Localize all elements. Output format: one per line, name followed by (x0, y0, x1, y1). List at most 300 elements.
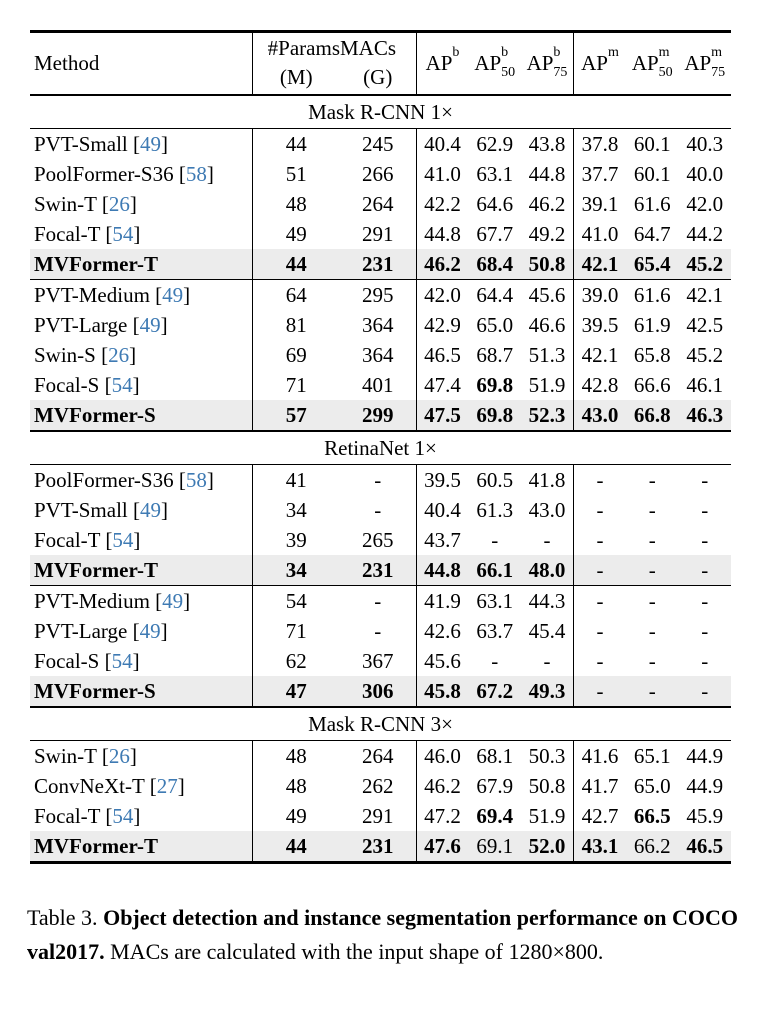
table-header (30, 32, 731, 95)
apb50-cell: 69.4 (476, 803, 514, 828)
table-body (30, 95, 731, 863)
macs-cell: 262 (340, 771, 416, 801)
col-header-params (252, 32, 340, 95)
apb-cell: 42.2 (424, 191, 461, 216)
apb-cell: 45.8 (416, 676, 469, 707)
header-row (30, 32, 731, 95)
apm-cell: - (596, 527, 604, 552)
apb-cell: 41.0 (424, 161, 461, 186)
apm-sup: m (607, 45, 619, 61)
table-row (30, 340, 731, 370)
method-name: Focal-S (34, 648, 100, 673)
results-table (30, 30, 731, 864)
apm75-base: AP (684, 50, 712, 75)
method-cell: Focal-T [54] (30, 525, 252, 555)
apm75-cell: 42.0 (686, 191, 724, 216)
table-row (30, 370, 731, 400)
apb75-cell: - (521, 646, 574, 676)
method-name: MVFormer-T (34, 251, 158, 276)
table-row (30, 555, 731, 586)
apb-cell: 45.6 (424, 648, 461, 673)
apm75-cell: 40.0 (686, 161, 724, 186)
macs-cell: - (340, 495, 416, 525)
apb75-cell: 46.6 (521, 310, 574, 340)
apb75-cell: 49.3 (521, 676, 574, 707)
params-cell: 44 (285, 131, 307, 156)
params-cell: 44 (252, 249, 340, 280)
section-title: RetinaNet 1× (30, 431, 731, 465)
macs-cell: 231 (340, 831, 416, 863)
params-cell: 71 (285, 372, 307, 397)
method-name: Swin-T (34, 743, 97, 768)
apm75-cell: 42.1 (679, 279, 732, 310)
method-cell: Swin-T [26] (30, 740, 252, 771)
apm-cell: 39.5 (581, 312, 619, 337)
apm75-cell: - (679, 555, 732, 586)
macs-cell: - (340, 616, 416, 646)
apb50-cell: - (491, 527, 499, 552)
apm50-cell: - (648, 497, 656, 522)
apm-cell: - (596, 648, 604, 673)
apm50-cell: 66.6 (633, 372, 671, 397)
table-row (30, 646, 731, 676)
method-cell: PoolFormer-S36 [58] (30, 159, 252, 189)
citation-link[interactable]: 54 (111, 648, 133, 673)
apb50-cell: 61.3 (476, 497, 514, 522)
macs-cell: 295 (340, 279, 416, 310)
apb-cell: 40.4 (424, 497, 461, 522)
method-name: PVT-Large (34, 312, 128, 337)
apm75-cell: 45.2 (679, 249, 732, 280)
method-cell (30, 249, 252, 280)
apm-cell: 41.7 (581, 773, 619, 798)
apb50-cell: 63.1 (476, 161, 514, 186)
params-cell: 48 (285, 191, 307, 216)
method-name: PVT-Medium (34, 282, 150, 307)
apm75-cell: 45.2 (686, 342, 724, 367)
apb75-cell: 41.8 (521, 464, 574, 495)
apm50-cell: 61.6 (626, 279, 679, 310)
apb-cell: 42.0 (416, 279, 469, 310)
table-caption (27, 901, 738, 968)
method-name: Focal-T (34, 527, 101, 552)
params-cell: 47 (252, 676, 340, 707)
method-name: MVFormer-S (34, 402, 156, 427)
apb50-cell: - (491, 648, 499, 673)
apb50-cell: 66.1 (469, 555, 522, 586)
citation-link[interactable]: 49 (140, 497, 161, 522)
section-header-row (30, 707, 731, 741)
method-cell (30, 400, 252, 431)
params-cell: 49 (285, 221, 307, 246)
apb75-base: AP (526, 50, 554, 75)
params-cell: 39 (285, 527, 307, 552)
params-cell: 34 (252, 555, 340, 586)
col-header-apm (574, 32, 627, 95)
citation-link[interactable]: 26 (108, 191, 130, 216)
apb50-cell: 64.6 (476, 191, 514, 216)
apb50-cell: 60.5 (476, 467, 514, 492)
apb-cell: 47.4 (424, 372, 461, 397)
table-row (30, 159, 731, 189)
macs-cell: 401 (340, 370, 416, 400)
citation-link[interactable]: 54 (112, 527, 134, 552)
params-cell: 51 (285, 161, 307, 186)
apb50-cell: 67.9 (476, 773, 514, 798)
apm-cell: 41.0 (581, 221, 619, 246)
table-row (30, 189, 731, 219)
apb75-cell: 51.9 (521, 370, 574, 400)
apb-sup: b (452, 45, 460, 61)
apm50-cell: 66.8 (626, 400, 679, 431)
macs-cell: 291 (340, 801, 416, 831)
citation-link[interactable]: 27 (156, 773, 178, 798)
apm-cell: 42.7 (581, 803, 619, 828)
citation-link[interactable]: 54 (111, 372, 133, 397)
macs-cell: 291 (340, 219, 416, 249)
apm-cell: - (574, 676, 627, 707)
params-cell: 54 (252, 585, 340, 616)
method-cell: PVT-Large [49] (30, 310, 252, 340)
table-row (30, 310, 731, 340)
apb50-cell: 67.2 (469, 676, 522, 707)
method-name: PVT-Large (34, 618, 128, 643)
method-name: MVFormer-T (34, 833, 158, 858)
apm50-cell: 60.1 (633, 131, 671, 156)
apm-cell: 41.6 (581, 743, 619, 768)
apb50-cell: 69.8 (469, 400, 522, 431)
apm50-cell: - (648, 648, 656, 673)
apb-base: AP (425, 50, 453, 75)
method-cell: ConvNeXt-T [27] (30, 771, 252, 801)
apb75-cell: 48.0 (521, 555, 574, 586)
method-name: PVT-Small (34, 131, 128, 156)
apb75-cell: 43.8 (521, 128, 574, 159)
params-cell: 69 (285, 342, 307, 367)
apb50-cell: 68.1 (476, 743, 514, 768)
apb75-cell: 50.8 (521, 249, 574, 280)
apb-cell: 43.7 (424, 527, 461, 552)
apm50-cell: 66.5 (633, 803, 671, 828)
apb-cell: 42.9 (424, 312, 461, 337)
col-header-apb (416, 32, 469, 95)
apb50-cell: 69.1 (469, 831, 522, 863)
params-cell: 44 (252, 831, 340, 863)
method-cell: PVT-Medium [49] (30, 585, 252, 616)
params-cell: 81 (285, 312, 307, 337)
apm75-cell: - (679, 585, 732, 616)
apb-cell: 42.6 (424, 618, 461, 643)
citation-link[interactable]: 49 (139, 312, 161, 337)
table-row (30, 464, 731, 495)
apb75-cell: - (521, 525, 574, 555)
apb50-base: AP (474, 50, 502, 75)
macs-cell: 264 (340, 740, 416, 771)
col-header-apb75 (521, 32, 574, 95)
apm75-sub: 75 (711, 65, 726, 81)
apb-cell: 40.4 (424, 131, 461, 156)
apm50-cell: - (648, 467, 656, 492)
method-cell: PVT-Medium [49] (30, 279, 252, 310)
apb-cell: 46.0 (424, 743, 461, 768)
apm50-cell: 60.1 (633, 161, 671, 186)
method-name: Swin-S (34, 342, 96, 367)
citation-link[interactable]: 58 (185, 161, 207, 186)
citation-link[interactable]: 49 (139, 618, 161, 643)
table-row (30, 495, 731, 525)
params-cell: 64 (252, 279, 340, 310)
caption-bold-text: Object detection and instance segmentation performance on COCO val2017. (27, 905, 739, 964)
section-header-row (30, 431, 731, 465)
macs-cell: 231 (340, 249, 416, 280)
citation-link[interactable]: 54 (112, 803, 134, 828)
table-row (30, 831, 731, 863)
apm-cell: 37.8 (581, 131, 619, 156)
citation-link[interactable]: 49 (162, 282, 184, 307)
method-name: MVFormer-T (34, 557, 158, 582)
apm-cell: - (596, 497, 604, 522)
apm-cell: - (574, 585, 627, 616)
apb-cell: 46.2 (424, 773, 461, 798)
apb50-cell: 69.8 (476, 372, 514, 397)
method-cell: Focal-T [54] (30, 219, 252, 249)
apb50-cell: 68.4 (469, 249, 522, 280)
apm75-cell: - (701, 527, 709, 552)
apm50-cell: - (626, 585, 679, 616)
method-name: Focal-S (34, 372, 100, 397)
method-cell: PoolFormer-S36 [58] (30, 464, 252, 495)
apm75-cell: 46.1 (686, 372, 724, 397)
apm75-cell: - (701, 648, 709, 673)
apm-cell: 42.8 (581, 372, 619, 397)
macs-cell: 364 (340, 310, 416, 340)
apm-cell: 37.7 (581, 161, 619, 186)
apb-cell: 46.5 (424, 342, 461, 367)
citation-link[interactable]: 58 (185, 467, 207, 492)
macs-cell: 265 (340, 525, 416, 555)
apm50-cell: 66.2 (626, 831, 679, 863)
apm75-cell: 46.5 (679, 831, 732, 863)
method-name: Focal-T (34, 221, 101, 246)
macs-cell: - (340, 464, 416, 495)
method-cell: PVT-Large [49] (30, 616, 252, 646)
method-cell (30, 676, 252, 707)
apb-cell: 47.6 (416, 831, 469, 863)
params-cell: 48 (285, 773, 307, 798)
method-cell (30, 831, 252, 863)
apb50-sup: b (501, 45, 509, 61)
macs-cell: 266 (340, 159, 416, 189)
macs-cell: 306 (340, 676, 416, 707)
apb50-cell: 64.4 (469, 279, 522, 310)
apb75-cell: 51.9 (521, 801, 574, 831)
apm75-cell: 46.3 (679, 400, 732, 431)
citation-link[interactable]: 26 (108, 342, 130, 367)
citation-link[interactable]: 26 (108, 743, 130, 768)
table-row (30, 525, 731, 555)
apm50-cell: - (626, 555, 679, 586)
apb75-cell: 43.0 (521, 495, 574, 525)
apm75-cell: 40.3 (686, 131, 724, 156)
macs-cell: 264 (340, 189, 416, 219)
macs-cell: 364 (340, 340, 416, 370)
apm50-cell: 64.7 (633, 221, 671, 246)
method-cell: Focal-S [54] (30, 646, 252, 676)
apb75-cell: 50.8 (521, 771, 574, 801)
method-cell: Swin-T [26] (30, 189, 252, 219)
section-title: Mask R-CNN 3× (30, 707, 731, 741)
apm-cell: 39.1 (581, 191, 619, 216)
params-cell: 62 (285, 648, 307, 673)
apb75-cell: 50.3 (521, 740, 574, 771)
apb50-cell: 63.1 (469, 585, 522, 616)
apb50-cell: 63.7 (476, 618, 514, 643)
apm50-cell: 65.8 (633, 342, 671, 367)
apb50-cell: 62.9 (476, 131, 514, 156)
apm75-cell: - (701, 467, 709, 492)
apb-cell: 44.8 (424, 221, 461, 246)
apm75-cell: - (679, 676, 732, 707)
method-name: PoolFormer-S36 (34, 161, 174, 186)
method-cell: Swin-S [26] (30, 340, 252, 370)
apb-cell: 47.2 (424, 803, 461, 828)
apm75-cell: - (701, 497, 709, 522)
apb75-sub: 75 (553, 65, 568, 81)
params-cell: 57 (252, 400, 340, 431)
col-header-apm50 (626, 32, 679, 95)
apb75-cell: 46.2 (521, 189, 574, 219)
apm75-cell: 44.9 (686, 743, 724, 768)
macs-unit: (G) (363, 65, 393, 90)
table-row (30, 585, 731, 616)
table-row (30, 771, 731, 801)
apm50-cell: 61.9 (633, 312, 671, 337)
table-row (30, 400, 731, 431)
params-cell: 48 (285, 743, 307, 768)
apb-cell: 44.8 (416, 555, 469, 586)
method-name: PVT-Small (34, 497, 128, 522)
apb75-cell: 52.0 (521, 831, 574, 863)
section-header-row (30, 95, 731, 129)
apm50-cell: - (626, 676, 679, 707)
apm-cell: - (574, 555, 627, 586)
apm-cell: 43.1 (574, 831, 627, 863)
apm50-sup: m (658, 45, 670, 61)
apb75-cell: 51.3 (521, 340, 574, 370)
apb75-cell: 49.2 (521, 219, 574, 249)
table-row (30, 616, 731, 646)
macs-label: MACs (340, 36, 397, 61)
table-row (30, 219, 731, 249)
apb75-sup: b (553, 45, 561, 61)
apm50-cell: 65.1 (633, 743, 671, 768)
method-name: ConvNeXt-T (34, 773, 145, 798)
apm75-cell: 44.2 (686, 221, 724, 246)
apm50-sub: 50 (658, 65, 673, 81)
apm75-cell: 42.5 (686, 312, 724, 337)
table-row (30, 128, 731, 159)
citation-link[interactable]: 49 (162, 588, 184, 613)
table-row (30, 279, 731, 310)
apm50-base: AP (631, 50, 659, 75)
method-cell: PVT-Small [49] (30, 128, 252, 159)
apm75-cell: - (701, 618, 709, 643)
apb75-cell: 45.6 (521, 279, 574, 310)
params-unit: (M) (279, 65, 313, 90)
apm-cell: - (596, 618, 604, 643)
apm75-cell: 44.9 (686, 773, 724, 798)
col-header-method (30, 32, 252, 95)
macs-cell: 231 (340, 555, 416, 586)
apb75-cell: 45.4 (521, 616, 574, 646)
macs-cell: 299 (340, 400, 416, 431)
params-cell: 34 (285, 497, 307, 522)
apm-cell: 42.1 (581, 342, 619, 367)
table-row (30, 740, 731, 771)
apm-cell: 39.0 (574, 279, 627, 310)
apb50-cell: 67.7 (476, 221, 514, 246)
apb75-cell: 52.3 (521, 400, 574, 431)
method-name: PVT-Medium (34, 588, 150, 613)
apm-base: AP (581, 50, 608, 75)
apm-cell: 43.0 (574, 400, 627, 431)
apb-cell: 47.5 (416, 400, 469, 431)
params-cell: 71 (285, 618, 307, 643)
apm50-cell: - (648, 618, 656, 643)
table-row (30, 801, 731, 831)
method-cell: Focal-S [54] (30, 370, 252, 400)
apm-cell: - (596, 467, 604, 492)
apm50-cell: - (648, 527, 656, 552)
col-header-apb50 (469, 32, 522, 95)
method-name: PoolFormer-S36 (34, 467, 174, 492)
apb50-cell: 65.0 (476, 312, 514, 337)
apb-cell: 46.2 (416, 249, 469, 280)
method-name: Focal-T (34, 803, 101, 828)
params-cell: 49 (285, 803, 307, 828)
method-cell (30, 555, 252, 586)
apb50-cell: 68.7 (476, 342, 514, 367)
caption-label: Table 3. (27, 905, 98, 930)
params-cell: 41 (285, 467, 307, 492)
apm50-cell: 65.0 (633, 773, 671, 798)
apb75-cell: 44.8 (521, 159, 574, 189)
section-title: Mask R-CNN 1× (30, 95, 731, 129)
apm75-cell: 45.9 (686, 803, 724, 828)
caption-normal-text: MACs are calculated with the input shape of 1280×800. (110, 938, 604, 964)
citation-link[interactable]: 54 (112, 221, 134, 246)
apm-cell: 42.1 (574, 249, 627, 280)
table-row (30, 676, 731, 707)
citation-link[interactable]: 49 (140, 131, 161, 156)
col-header-method-label: Method (34, 50, 100, 75)
method-name: Swin-T (34, 191, 97, 216)
method-cell: Focal-T [54] (30, 801, 252, 831)
macs-cell: 367 (340, 646, 416, 676)
apm50-cell: 61.6 (633, 191, 671, 216)
apb50-sub: 50 (501, 65, 516, 81)
table-row (30, 249, 731, 280)
params-label: #Params (267, 36, 340, 61)
apb-cell: 41.9 (416, 585, 469, 616)
apm50-cell: 65.4 (626, 249, 679, 280)
apb-cell: 39.5 (424, 467, 461, 492)
apb75-cell: 44.3 (521, 585, 574, 616)
method-name: MVFormer-S (34, 678, 156, 703)
col-header-macs (340, 32, 416, 95)
method-cell: PVT-Small [49] (30, 495, 252, 525)
macs-cell: - (340, 585, 416, 616)
